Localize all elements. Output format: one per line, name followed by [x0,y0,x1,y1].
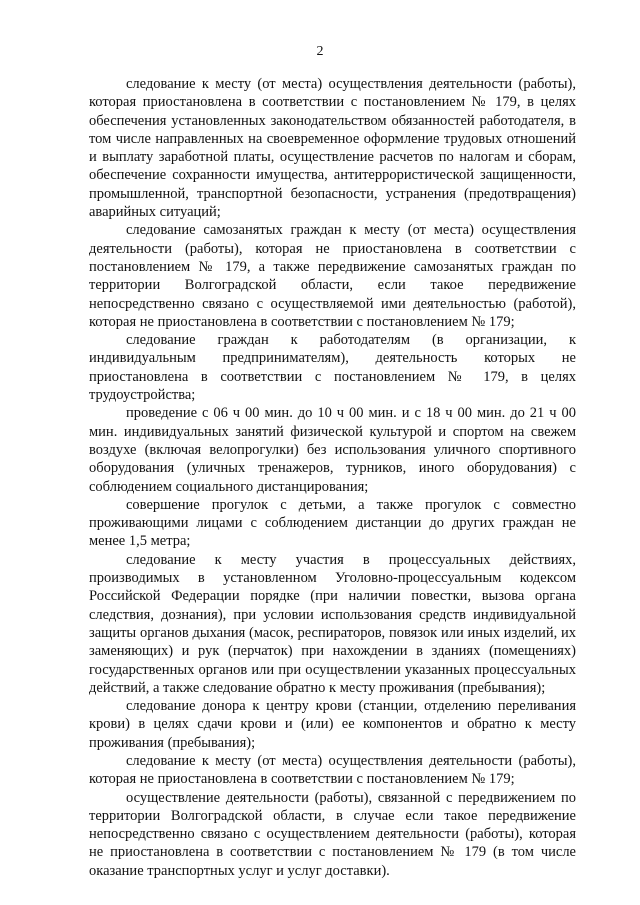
paragraph: следование граждан к работодателям (в организации, к индивидуальным предпринимателям), деятельность которых не приостановлена в соответствии с постановлением № 179, в целях трудоустройства; [89,332,576,404]
paragraph: проведение с 06 ч 00 мин. до 10 ч 00 мин. и с 18 ч 00 мин. до 21 ч 00 мин. индивидуальных занятий физической культурой и спортом на свежем воздухе (включая велопрогулки) без использования уличного спортивного оборудования (уличных тренажеров, турников, иного оборудования) с соблюдением социального дистанцирования; [89,405,576,495]
paragraph: следование к месту (от места) осуществления деятельности (работы), которая приостановлена в соответствии с постановлением № 179, в целях обеспечения установленных законодательством обязанностей работодателя, в том числе направленных на своевременное оформление трудовых отношений и выплату заработной платы, осуществление расчетов по налогам и сборам, обеспечение сохранности имущества, антитеррористической защищенности, промышленной, транспортной безопасности, устранения (предотвращения) аварийных ситуаций; [89,76,576,221]
paragraph: совершение прогулок с детьми, а также прогулок с совместно проживающими лицами с соблюдением дистанции до других граждан не менее 1,5 метра; [89,496,576,550]
document-body [89,75,576,880]
paragraph: следование к месту (от места) осуществления деятельности (работы), которая не приостановлена в соответствии с постановлением № 179; [89,752,576,788]
paragraph: следование донора к центру крови (станции, отделению переливания крови) в целях сдачи крови и (или) ее компонентов и обратно к месту проживания (пребывания); [89,698,576,751]
page-number: 2 [316,44,324,59]
paragraph: осуществление деятельности (работы), связанной с передвижением по территории Волгоградской области, в случае если такое передвижение непосредственно связано с осуществлением деятельности (работы), которая не приостановлена в соответствии с постановлением № 179 (в том числе оказание транспортных услуг и услуг доставки). [89,789,576,879]
paragraph: следование самозанятых граждан к месту (от места) осуществления деятельности (работы), которая не приостановлена в соответствии с постановлением № 179, а также передвижение самозанятых граждан по территории Волгоградской области, если такое передвижение непосредственно связано с осуществляемой ими деятельностью (работой), которая не приостановлена в соответствии с постановлением № 179; [89,222,576,330]
paragraph: следование к месту участия в процессуальных действиях, производимых в установленном Уголовно-процессуальным кодексом Российской Федерации порядке (при наличии повестки, вызова органа следствия, дознания), при условии использования средств индивидуальной защиты органов дыхания (масок, респираторов, повязок или иных изделий, их заменяющих) и рук (перчаток) при нахождении в зданиях (помещениях) государственных органов или при осуществлении указанных процессуальных действий, а также следование обратно к месту проживания (пребывания); [89,551,576,696]
